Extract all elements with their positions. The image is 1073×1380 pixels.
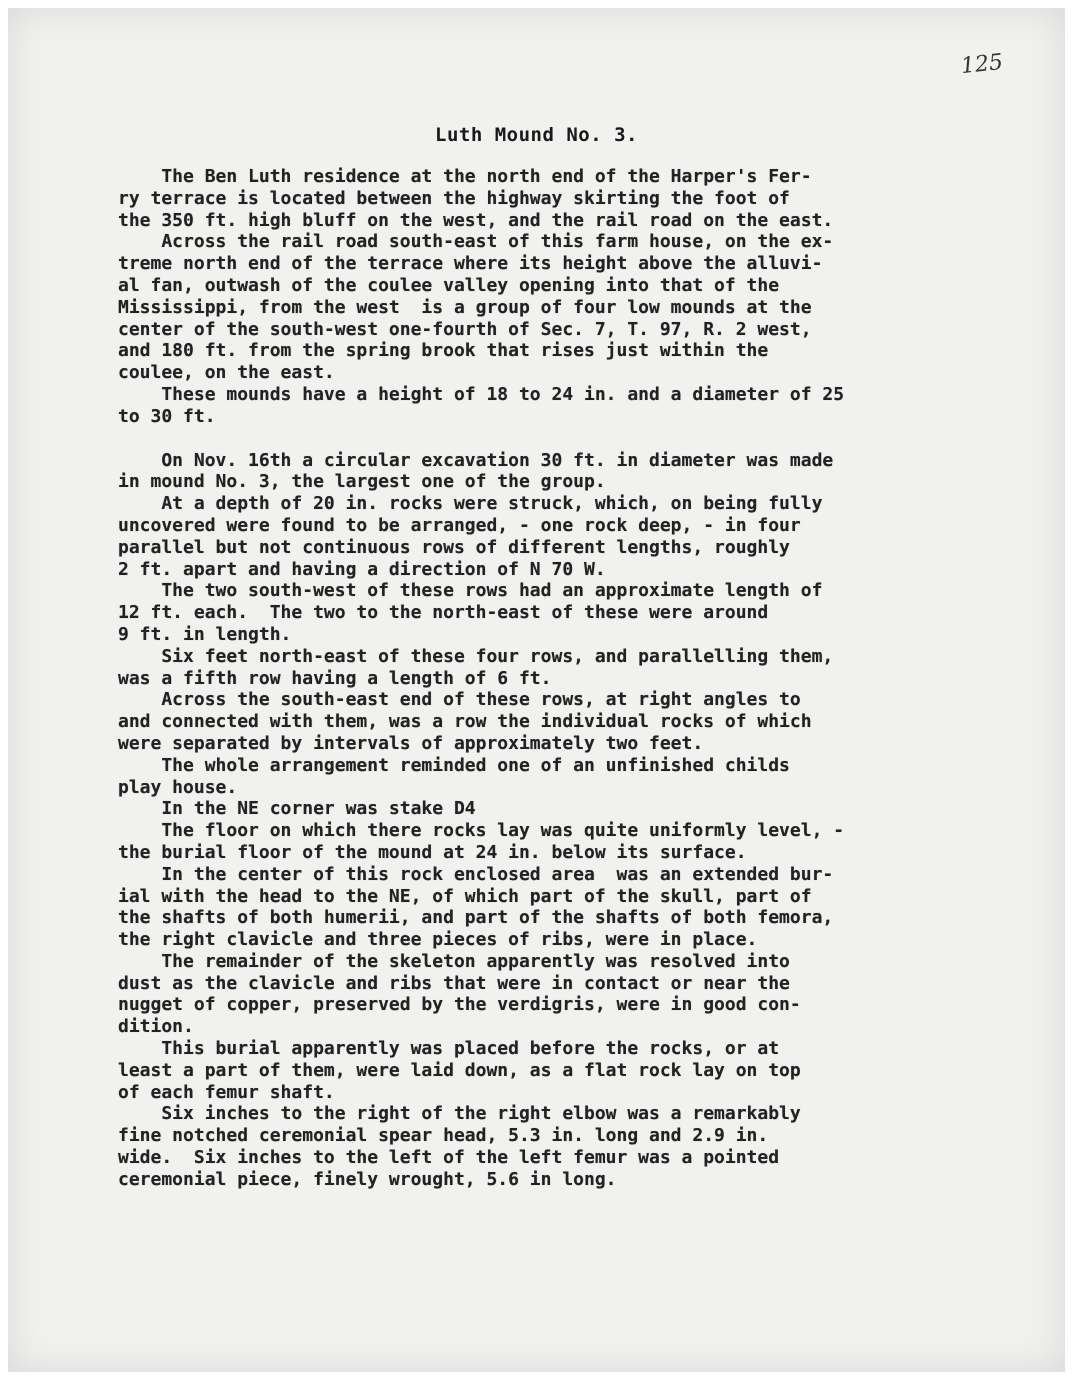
text-line: Across the south-east end of these rows, at right angles to (118, 689, 801, 711)
document-page (8, 8, 1065, 1372)
paragraph (118, 755, 1018, 799)
text-line: dition. (118, 1016, 194, 1038)
document-title: Luth Mound No. 3. (435, 124, 638, 146)
text-line: 12 ft. each. The two to the north-east of these were around (118, 602, 769, 624)
text-line: Across the rail road south-east of this farm house, on the ex- (118, 231, 834, 253)
text-line: center of the south-west one-fourth of Sec. 7, T. 97, R. 2 west, (118, 318, 812, 340)
text-line: 2 ft. apart and having a direction of N 70 W. (118, 558, 606, 580)
text-line: was a fifth row having a length of 6 ft. (118, 667, 552, 689)
paragraph (118, 864, 1018, 951)
text-line: ry terrace is located between the highway skirting the foot of (118, 187, 790, 209)
paragraph (118, 493, 1018, 580)
text-line: the burial floor of the mound at 24 in. below its surface. (118, 841, 747, 863)
text-line: were separated by intervals of approximately two feet. (118, 732, 704, 754)
text-line: ceremonial piece, finely wrought, 5.6 in long. (118, 1168, 617, 1190)
paragraph (118, 580, 1018, 645)
text-line: parallel but not continuous rows of different lengths, roughly (118, 536, 790, 558)
text-line: The remainder of the skeleton apparently was resolved into (118, 950, 790, 972)
paragraph (118, 450, 1018, 494)
paragraph (118, 689, 1018, 754)
text-line: the 350 ft. high bluff on the west, and the rail road on the east. (118, 209, 834, 231)
document-body (118, 166, 1018, 1191)
paragraph (118, 384, 1018, 428)
text-line: The whole arrangement reminded one of an unfinished childs (118, 754, 790, 776)
text-line: Mississippi, from the west is a group of four low mounds at the (118, 296, 812, 318)
paragraph (118, 646, 1018, 690)
text-line: In the center of this rock enclosed area was an extended bur- (118, 863, 834, 885)
text-line: and connected with them, was a row the individual rocks of which (118, 711, 812, 733)
text-line: Six feet north-east of these four rows, and parallelling them, (118, 645, 834, 667)
text-line: al fan, outwash of the coulee valley opening into that of the (118, 274, 780, 296)
text-line: 9 ft. in length. (118, 623, 292, 645)
text-line: wide. Six inches to the left of the left femur was a pointed (118, 1147, 780, 1169)
text-line: The floor on which there rocks lay was quite uniformly level, - (118, 820, 845, 842)
paragraph (118, 798, 1018, 820)
text-line: ial with the head to the NE, of which part of the skull, part of (118, 885, 812, 907)
text-line: the right clavicle and three pieces of ribs, were in place. (118, 929, 758, 951)
paragraph (118, 1038, 1018, 1103)
text-line: least a part of them, were laid down, as a flat rock lay on top (118, 1059, 801, 1081)
paragraph (118, 820, 1018, 864)
text-line: This burial apparently was placed before the rocks, or at (118, 1038, 780, 1060)
text-line: On Nov. 16th a circular excavation 30 ft. in diameter was made (118, 449, 834, 471)
paragraph (118, 231, 1018, 384)
paragraph (118, 1103, 1018, 1190)
text-line: In the NE corner was stake D4 (118, 798, 476, 820)
text-line: dust as the clavicle and ribs that were in contact or near the (118, 972, 790, 994)
paragraph (118, 166, 1018, 231)
text-line: uncovered were found to be arranged, - one rock deep, - in four (118, 514, 801, 536)
paragraph (118, 951, 1018, 1038)
text-line: of each femur shaft. (118, 1081, 335, 1103)
text-line: play house. (118, 776, 238, 798)
paragraph-gap (118, 428, 1018, 450)
text-line: The Ben Luth residence at the north end of the Harper's Fer- (118, 166, 812, 187)
text-line: coulee, on the east. (118, 362, 335, 384)
text-line: Six inches to the right of the right elbow was a remarkably (118, 1103, 801, 1125)
text-line: fine notched ceremonial spear head, 5.3 in. long and 2.9 in. (118, 1125, 769, 1147)
text-line: nugget of copper, preserved by the verdigris, were in good con- (118, 994, 801, 1016)
text-line: the shafts of both humerii, and part of the shafts of both femora, (118, 907, 834, 929)
page-number: 125 (959, 49, 1005, 80)
text-line: treme north end of the terrace where its height above the alluvi- (118, 253, 823, 275)
text-line: in mound No. 3, the largest one of the group. (118, 471, 606, 493)
text-line: The two south-west of these rows had an approximate length of (118, 580, 823, 602)
text-line: These mounds have a height of 18 to 24 in. and a diameter of 25 (118, 383, 845, 405)
text-line: and 180 ft. from the spring brook that rises just within the (118, 340, 769, 362)
text-line: to 30 ft. (118, 405, 216, 427)
text-line: At a depth of 20 in. rocks were struck, which, on being fully (118, 493, 823, 515)
